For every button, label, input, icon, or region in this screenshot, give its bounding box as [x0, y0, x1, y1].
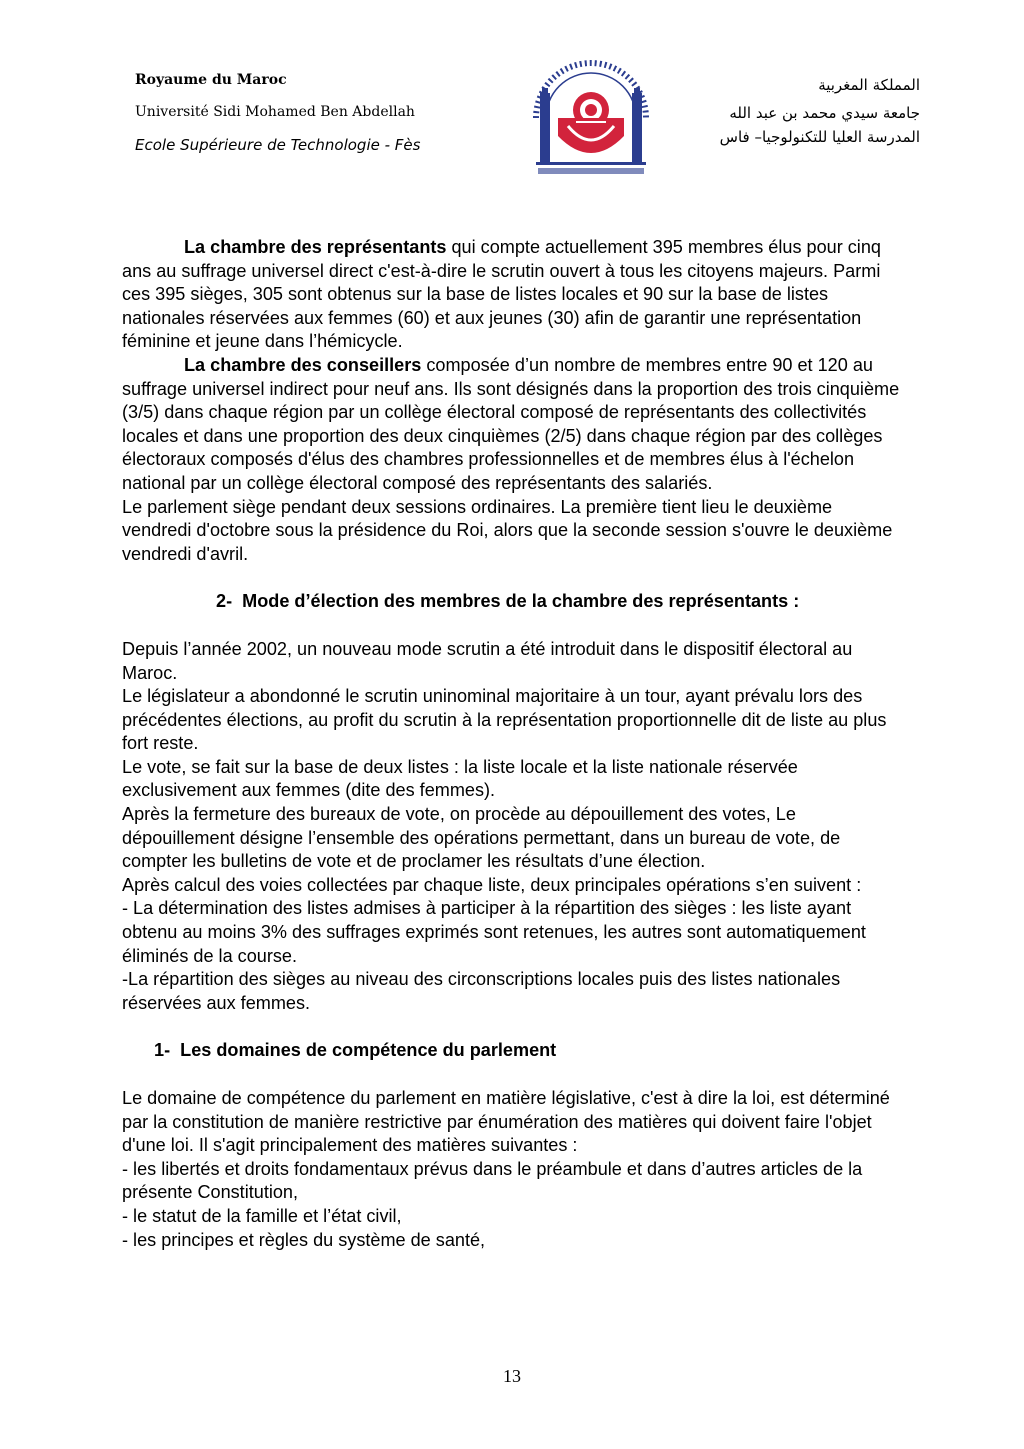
paragraph-text: qui compte actuellement 395 membres élus pour cinq ans au suffrage universel direct c'est-à-dire le scrutin ouvert à tous les citoyens majeurs. Parmi ces 395 sièges, 305 sont obtenus sur la base de listes locales et 90 sur la base de listes nationales réservées aux femmes (60) et aux jeunes (30) afin de garantir une représentation féminine et jeune dans l’hémicycle.: [122, 237, 881, 352]
paragraph-text: composée d’un nombre de membres entre 90 et 120 au suffrage universel indirect pour neuf ans. Ils sont désignés dans la proportion des trois cinquième (3/5) dans chaque région par un collège électoral composé de représentants des collectivités locales et dans une proportion des deux cinquièmes (2/5) dans chaque région par des collèges électoraux composés d'élus des chambres professionnelles et de membres élus à l'échelon national par un collège électoral composé des représentants des salariés.: [122, 354, 900, 493]
term-chambre-representants: La chambre des représentants: [184, 237, 447, 257]
header-kingdom: Royaume du Maroc: [135, 72, 287, 88]
university-logo: [528, 58, 654, 180]
header-university: Université Sidi Mohamed Ben Abdellah: [135, 104, 415, 120]
paragraph-repartition-sieges: -La répartition des sièges au niveau des circonscriptions locales puis des listes nationales réservées aux femmes.: [122, 969, 841, 1013]
paragraph-vote: Le vote, se fait sur la base de deux listes : la liste locale et la liste nationale réservée exclusivement aux femmes (dite des femmes).: [122, 756, 798, 801]
paragraph-calcul-voies: Après calcul des voies collectées par chaque liste, deux principales opérations s’en suivent :: [122, 874, 862, 895]
header-school-arabic: المدرسة العليا للتكنولوجيا– فاس: [719, 128, 920, 146]
paragraph-domaine-competence: Le domaine de compétence du parlement en matière législative, c'est à dire la loi, est déterminé par la constitution de manière restrictive par énumération des matières qui doivent faire l'objet d'une loi. Il s'agit principalement des matières suivantes :: [122, 1088, 890, 1156]
section-number: 1-: [154, 1040, 171, 1061]
list-item: - le statut de la famille et l’état civil,: [122, 1205, 402, 1226]
page-header: [0, 0, 1024, 200]
list-item: - les principes et règles du système de santé,: [122, 1229, 486, 1250]
page-content: [122, 236, 906, 1252]
section-title: Les domaines de compétence du parlement: [180, 1040, 557, 1061]
header-school: Ecole Supérieure de Technologie - Fès: [135, 136, 421, 154]
paragraph-sessions: Le parlement siège pendant deux sessions ordinaires. La première tient lieu le deuxième vendredi d'octobre sous la présidence du Roi, alors que la seconde session s'ouvre le deuxième vendredi d'avril.: [122, 496, 893, 564]
section-heading-mode-election: [122, 590, 906, 614]
paragraph-chambre-conseillers: [122, 354, 906, 496]
list-item: - les libertés et droits fondamentaux prévus dans le préambule et dans d’autres articles de la présente Constitution,: [122, 1158, 863, 1203]
section-title: Mode d’élection des membres de la chambre des représentants :: [242, 591, 800, 612]
paragraph-determination-listes: - La détermination des listes admises à participer à la répartition des sièges : les liste ayant obtenu au moins 3% des suffrages exprimés sont retenues, les autres sont automatiquement éliminés de la course.: [122, 898, 866, 966]
header-university-arabic: جامعة سيدي محمد بن عبد الله: [729, 104, 920, 122]
page-number: 13: [503, 1366, 521, 1386]
section-heading-domaines: [122, 1039, 906, 1063]
paragraph-2002: Depuis l’année 2002, un nouveau mode scrutin a été introduit dans le dispositif électoral au Maroc.: [122, 638, 853, 683]
header-kingdom-arabic: المملكة المغربية: [818, 76, 920, 94]
section-number: 2-: [216, 591, 233, 612]
paragraph-legislateur: Le législateur a abondonné le scrutin uninominal majoritaire à un tour, ayant prévalu lors des précédentes élections, au profit du scrutin à la représentation proportionnelle dit de liste au plus fort reste.: [122, 686, 887, 754]
paragraph-depouillement: Après la fermeture des bureaux de vote, on procède au dépouillement des votes, Le dépouillement désigne l’ensemble des opérations permettant, dans un bureau de vote, de compter les bulletins de vote et de proclamer les résultats d’une élection.: [122, 804, 841, 872]
term-chambre-conseillers: La chambre des conseillers: [184, 354, 422, 375]
paragraph-chambre-representants: [122, 236, 906, 354]
